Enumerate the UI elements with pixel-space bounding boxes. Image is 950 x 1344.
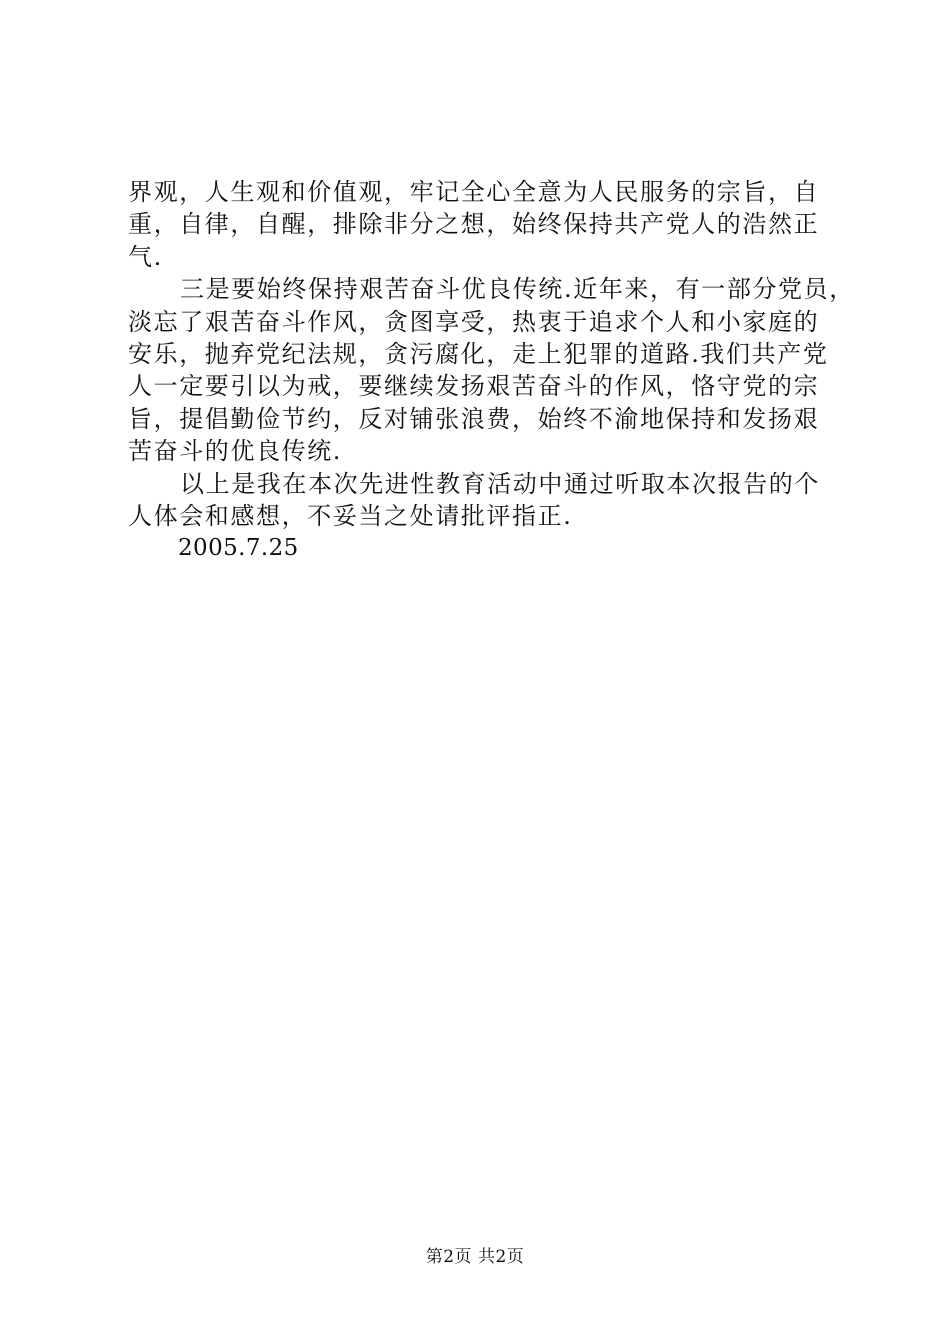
text-line: 旨，提倡勤俭节约，反对铺张浪费，始终不渝地保持和发扬艰 xyxy=(128,404,820,433)
text-line: 重，自律，自醒，排除非分之想，始终保持共产党人的浩然正 xyxy=(128,210,820,239)
text-line: 淡忘了艰苦奋斗作风，贪图享受，热衷于追求个人和小家庭的 xyxy=(128,307,820,336)
text-line: 人体会和感想，不妥当之处请批评指正. xyxy=(128,502,573,531)
paragraph-start-line: 以上是我在本次先进性教育活动中通过听取本次报告的个 xyxy=(180,469,820,498)
text-line: 安乐，抛弃党纪法规，贪污腐化，走上犯罪的道路.我们共产党 xyxy=(128,340,829,369)
text-line: 气. xyxy=(128,242,163,271)
text-line: 人一定要引以为戒，要继续发扬艰苦奋斗的作风，恪守党的宗 xyxy=(128,372,820,401)
page-footer: 第2页 共2页 xyxy=(425,1247,525,1267)
paragraph-start-line: 三是要始终保持艰苦奋斗优良传统.近年来，有一部分党员， xyxy=(180,275,855,304)
document-body xyxy=(128,176,855,565)
text-line: 界观，人生观和价值观，牢记全心全意为人民服务的宗旨，自 xyxy=(128,178,820,206)
document-date: 2005.7.25 xyxy=(178,535,299,562)
text-line: 苦奋斗的优良传统. xyxy=(128,437,343,466)
